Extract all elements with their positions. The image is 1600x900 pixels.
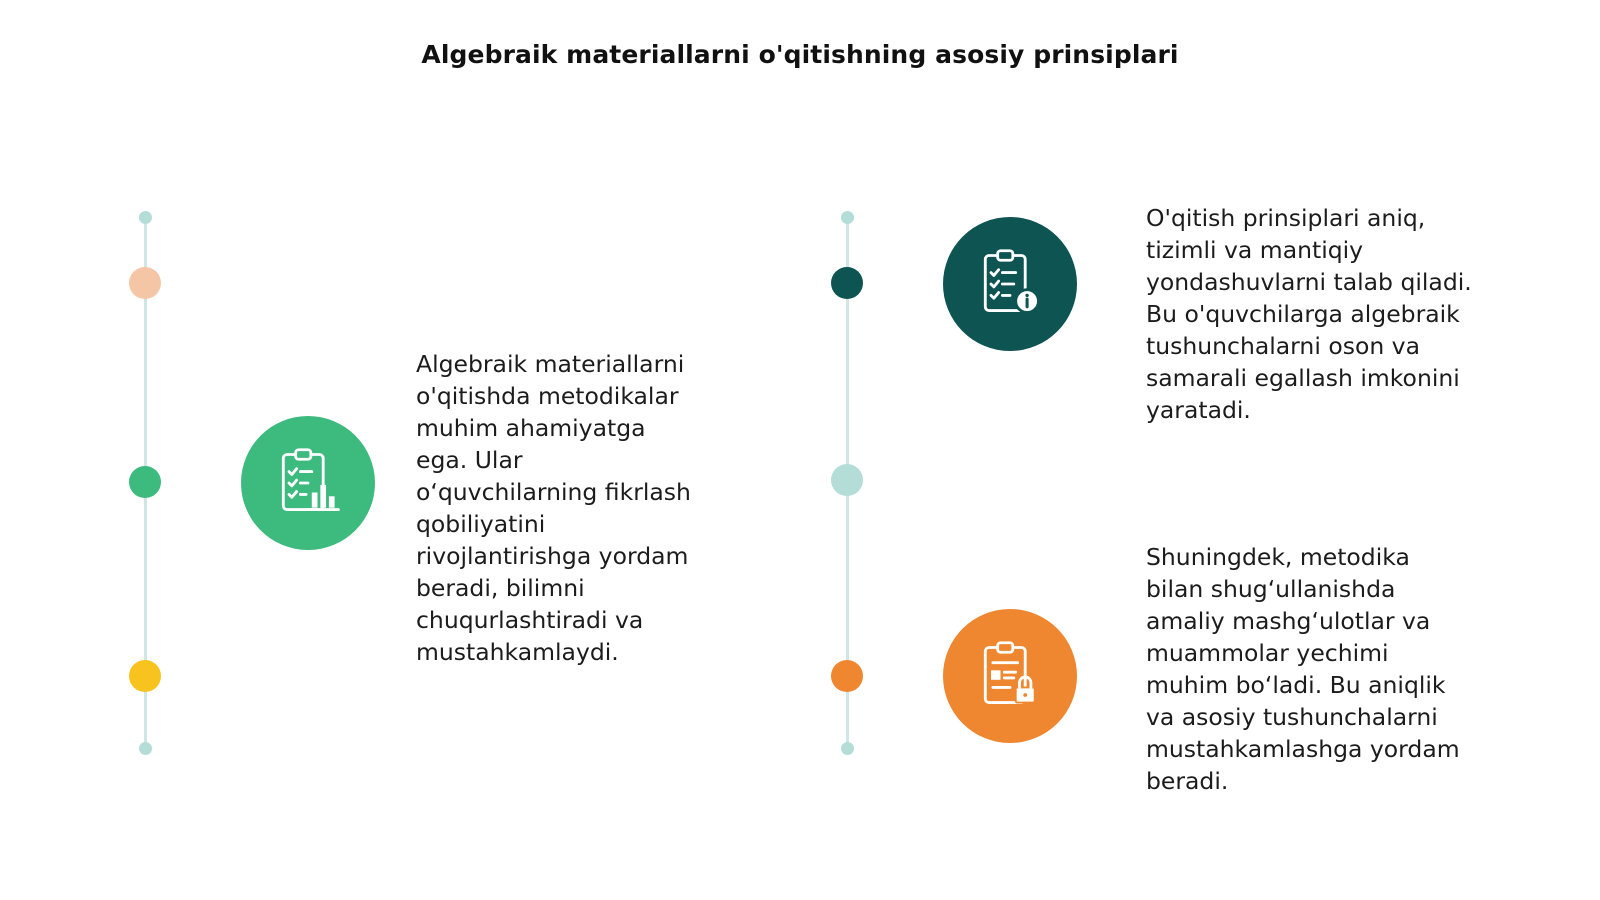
right-timeline-dot-mint [831, 464, 863, 496]
right-timeline-end-bottom [841, 742, 854, 755]
right-timeline-end-top [841, 211, 854, 224]
clipboard-info-icon [943, 217, 1077, 351]
item-2-text: O'qitish prinsiplari aniq, tizimli va mantiqiy yondashuvlarni talab qiladi. Bu o'quvchilarga algebraik tushunchalarni oson va samarali egallash imkonini yaratadi. [1146, 204, 1472, 424]
left-timeline-end-top [139, 211, 152, 224]
page-title: Algebraik materiallarni o'qitishning asosiy prinsiplari [421, 40, 1179, 69]
left-timeline-dot-green [129, 466, 161, 498]
item-3-text: Shuningdek, metodika bilan shug‘ullanishda amaliy mashg‘ulotlar va muammolar yechimi muhim bo‘ladi. Bu aniqlik va asosiy tushunchalarni mustahkamlashga yordam beradi. [1146, 543, 1460, 795]
left-timeline-dot-yellow [129, 660, 161, 692]
item-1-text: Algebraik materiallarni o'qitishda metodikalar muhim ahamiyatga ega. Ular o‘quvchilarning fikrlash qobiliyatini rivojlantirishga yordam beradi, bilimni chuqurlashtiradi va mustahkamlaydi. [416, 350, 691, 666]
clipboard-chart-icon [241, 416, 375, 550]
left-timeline-end-bottom [139, 742, 152, 755]
right-timeline-dot-orange [831, 660, 863, 692]
clipboard-lock-icon [943, 609, 1077, 743]
right-timeline-dot-teal [831, 267, 863, 299]
left-timeline-dot-peach [129, 267, 161, 299]
